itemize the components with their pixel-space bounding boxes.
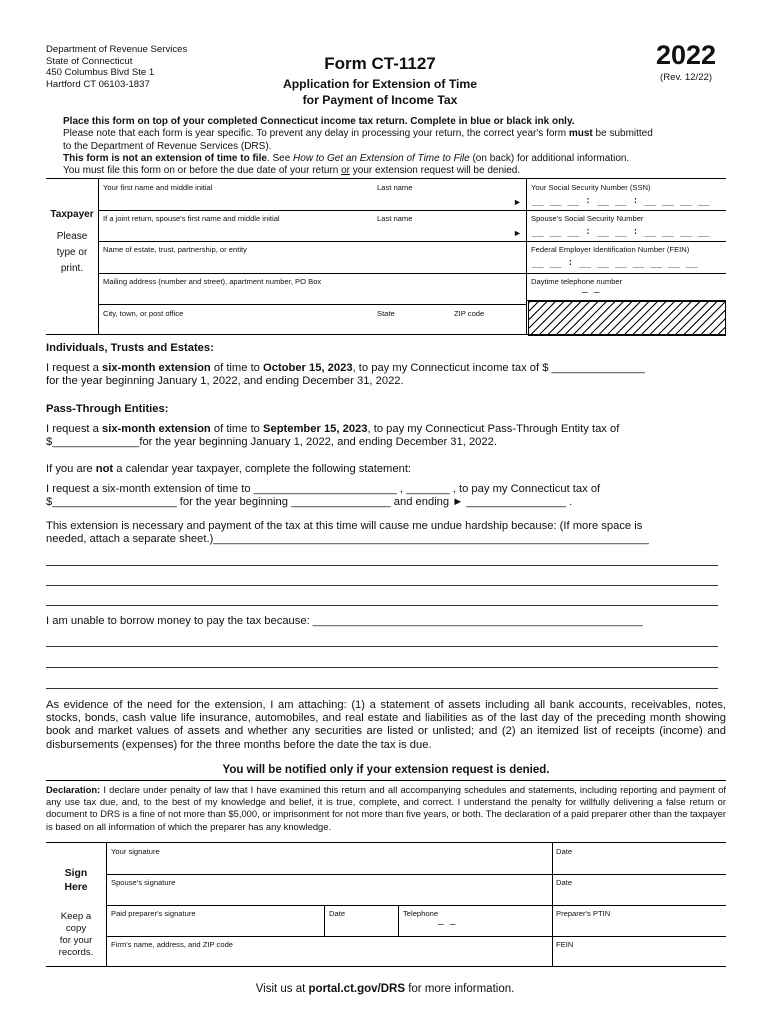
text-bold: This form is not an extension of time to file bbox=[63, 152, 267, 164]
form-title: Form CT-1127 bbox=[324, 54, 436, 73]
text: for more information. bbox=[405, 983, 515, 995]
arrow-icon: ► bbox=[513, 228, 522, 238]
instruction-line-1: Place this form on top of your completed Connecticut income tax return. Complete in blue or black ink only. bbox=[63, 116, 575, 127]
revision-date: (Rev. 12/22) bbox=[660, 72, 713, 83]
declaration-text: I declare under penalty of law that I have examined this return and all accompanying schedules and statements, including reporting and payment of any use tax due, and, to the best of my knowledge and belief, it is true, complete, and correct. I understand the penalty for willfully delivering a false return or document to DRS is a fine of not more than $5,000, or imprisonment for not more than five years, or both. The declaration of a paid preparer other than the taxpayer is based on all information of which the preparer has any knowledge. bbox=[46, 784, 726, 832]
text: Please bbox=[56, 231, 88, 242]
text-bold: September 15, 2023 bbox=[263, 423, 368, 436]
your-signature-label: Your signature bbox=[111, 847, 160, 856]
text: for your bbox=[59, 935, 93, 946]
statement-line-2: $____________________ for the year beginning ________________ and ending ► ________________ . bbox=[46, 496, 573, 509]
borrow-line[interactable] bbox=[46, 667, 718, 668]
box-bottom bbox=[46, 966, 726, 967]
zip-label: ZIP code bbox=[454, 309, 485, 318]
section-heading: Individuals, Trusts and Estates: bbox=[46, 342, 214, 354]
declaration bbox=[46, 784, 726, 833]
text: records. bbox=[58, 947, 94, 958]
text: (on back) for additional information. bbox=[469, 152, 630, 164]
individuals-section bbox=[46, 342, 726, 389]
text: Here bbox=[64, 882, 88, 893]
paragraph: $______________for the year beginning January 1, 2022, and ending December 31, 2022. bbox=[46, 436, 497, 449]
spouse-signature-label: Spouse's signature bbox=[111, 878, 176, 887]
fein-field[interactable]: __ __ : __ __ __ __ __ __ __ bbox=[532, 257, 698, 268]
paragraph bbox=[46, 423, 726, 436]
evidence-paragraph: As evidence of the need for the extension, I am attaching: (1) a statement of assets including all bank accounts, receivables, notes, stocks, bonds, cash value life insurance, automobiles, and real estate and liabilities as of the last day of the preceding month showing book and market values of assets and whether any securities are listed or unlisted; and (2) an itemized list of receipts (income) and disbursements (expenses) for the three months before the date the tax is due. bbox=[46, 699, 726, 751]
text-bold: not bbox=[95, 463, 114, 475]
agency-address bbox=[46, 44, 187, 90]
text: copy bbox=[65, 923, 87, 934]
text: a calendar year taxpayer, complete the following statement: bbox=[113, 463, 412, 475]
ptin-label: Preparer's PTIN bbox=[556, 909, 611, 918]
noncalendar-section bbox=[46, 463, 726, 510]
text: . See bbox=[266, 152, 294, 164]
hardship-section bbox=[46, 520, 726, 546]
fein-label: FEIN bbox=[556, 940, 574, 949]
phone-field[interactable]: – – bbox=[582, 287, 600, 298]
first-name-field[interactable] bbox=[103, 193, 508, 209]
text: Sign bbox=[64, 868, 88, 879]
preparer-phone-field[interactable]: – – bbox=[438, 919, 456, 930]
drs-link[interactable]: portal.ct.gov/DRS bbox=[308, 983, 406, 995]
divider bbox=[398, 905, 399, 936]
instructions bbox=[63, 116, 733, 177]
firm-label: Firm's name, address, and ZIP code bbox=[111, 940, 234, 949]
text: , to pay my Connecticut Pass-Through Entity tax of bbox=[367, 423, 620, 436]
agency-line: State of Connecticut bbox=[46, 55, 133, 67]
text: , to pay my Connecticut income tax of $ _______________ bbox=[352, 362, 645, 375]
subtitle-line-1: Application for Extension of Time bbox=[282, 77, 478, 91]
text: You must file this form on or before the due date of your return bbox=[63, 165, 342, 177]
your-signature-field[interactable] bbox=[108, 857, 548, 873]
section-heading: Pass-Through Entities: bbox=[46, 403, 169, 415]
borrow-line[interactable] bbox=[46, 646, 718, 647]
taxpayer-info-grid bbox=[46, 178, 726, 335]
text: Keep a bbox=[60, 911, 92, 922]
declaration-label: Declaration: bbox=[46, 784, 101, 795]
borrow-line[interactable] bbox=[46, 688, 718, 689]
text: your extension request will be denied. bbox=[350, 165, 521, 177]
paragraph bbox=[46, 463, 726, 476]
divider bbox=[46, 780, 726, 781]
spouse-first-name-label: If a joint return, spouse's first name and middle initial bbox=[103, 214, 280, 223]
ssn-label: Your Social Security Number (SSN) bbox=[531, 183, 651, 192]
sign-here-label bbox=[46, 867, 106, 895]
borrow-text: I am unable to borrow money to pay the tax because: _____________________________________________________ bbox=[46, 615, 643, 627]
date-label: Date bbox=[556, 878, 573, 887]
instruction-line-5 bbox=[63, 165, 733, 177]
text: I request a bbox=[46, 362, 102, 375]
arrow-icon: ► bbox=[513, 197, 522, 207]
text: Please note that each form is year specific. To prevent any delay in processing your return, the correct year's form bbox=[63, 128, 569, 140]
please-type-label bbox=[46, 229, 98, 277]
ssn-field[interactable]: __ __ __ : __ __ : __ __ __ __ bbox=[532, 195, 710, 206]
hardship-line[interactable] bbox=[46, 585, 718, 586]
form-subtitle bbox=[250, 76, 510, 108]
statement-line-1: I request a six-month extension of time to _______________________ , _______ , to pay my Connecticut tax of bbox=[46, 483, 601, 496]
agency-line: 450 Columbus Blvd Ste 1 bbox=[46, 67, 155, 78]
row-divider bbox=[98, 273, 726, 274]
agency-line: Department of Revenue Services bbox=[46, 44, 188, 55]
first-name-label: Your first name and middle initial bbox=[103, 183, 213, 192]
row-divider bbox=[106, 874, 726, 875]
text-bold: October 15, 2023 bbox=[263, 362, 353, 375]
last-name-label: Last name bbox=[377, 183, 413, 192]
row-divider bbox=[98, 210, 726, 211]
paragraph: for the year beginning January 1, 2022, and ending December 31, 2022. bbox=[46, 375, 404, 388]
hardship-text: needed, attach a separate sheet.)______________________________________________________________________ bbox=[46, 533, 649, 546]
tax-year: 2022 bbox=[656, 40, 717, 70]
row-divider bbox=[98, 304, 526, 305]
text: print. bbox=[60, 263, 84, 274]
text: of time to bbox=[210, 362, 264, 375]
instruction-line-2 bbox=[63, 128, 733, 140]
instruction-line-4 bbox=[63, 153, 733, 165]
text: type or bbox=[56, 247, 88, 258]
mailing-address-label: Mailing address (number and street), apartment number, PO Box bbox=[103, 277, 322, 286]
text-or: or bbox=[341, 165, 351, 177]
divider bbox=[526, 179, 527, 335]
row-divider bbox=[106, 905, 726, 906]
hardship-line[interactable] bbox=[46, 605, 718, 606]
agency-line: Hartford CT 06103-1837 bbox=[46, 78, 150, 90]
spouse-last-name-label: Last name bbox=[377, 214, 413, 223]
denial-notice: You will be notified only if your extension request is denied. bbox=[222, 764, 550, 776]
grid-bottom bbox=[46, 334, 726, 335]
hardship-line[interactable] bbox=[46, 565, 718, 566]
keep-copy-label bbox=[46, 911, 106, 959]
text-must: must bbox=[568, 128, 593, 140]
signature-box bbox=[46, 842, 726, 967]
estate-name-label: Name of estate, trust, partnership, or entity bbox=[103, 245, 247, 254]
text-bold: six-month extension bbox=[101, 423, 211, 436]
subtitle-line-2: for Payment of Income Tax bbox=[302, 93, 458, 107]
phone-label: Daytime telephone number bbox=[531, 277, 623, 286]
preparer-signature-label: Paid preparer's signature bbox=[111, 909, 196, 918]
text: be submitted bbox=[592, 128, 653, 140]
spouse-ssn-field[interactable]: __ __ __ : __ __ : __ __ __ __ bbox=[532, 226, 710, 237]
paragraph bbox=[46, 362, 726, 375]
divider bbox=[324, 905, 325, 936]
footer bbox=[0, 983, 770, 995]
text-italic: How to Get an Extension of Time to File bbox=[293, 152, 470, 164]
state-label: State bbox=[377, 309, 395, 318]
city-label: City, town, or post office bbox=[103, 309, 184, 318]
text: of time to bbox=[210, 423, 264, 436]
row-divider bbox=[106, 936, 726, 937]
divider bbox=[98, 179, 99, 335]
text: I request a bbox=[46, 423, 102, 436]
text-bold: six-month extension bbox=[101, 362, 211, 375]
passthrough-section bbox=[46, 403, 726, 450]
row-divider bbox=[98, 241, 726, 242]
shaded-area bbox=[528, 301, 726, 336]
instruction-line-3: to the Department of Revenue Services (DRS). bbox=[63, 140, 272, 152]
date-label: Date bbox=[556, 847, 573, 856]
taxpayer-label: Taxpayer bbox=[50, 209, 94, 220]
text: Visit us at bbox=[255, 983, 309, 995]
hardship-text: This extension is necessary and payment of the tax at this time will cause me undue hardship because: (If more space is bbox=[46, 520, 643, 532]
telephone-label: Telephone bbox=[403, 909, 439, 918]
text: If you are bbox=[46, 463, 96, 475]
spouse-ssn-label: Spouse's Social Security Number bbox=[531, 214, 644, 223]
fein-label: Federal Employer Identification Number (FEIN) bbox=[531, 245, 690, 254]
date-label: Date bbox=[329, 909, 346, 918]
